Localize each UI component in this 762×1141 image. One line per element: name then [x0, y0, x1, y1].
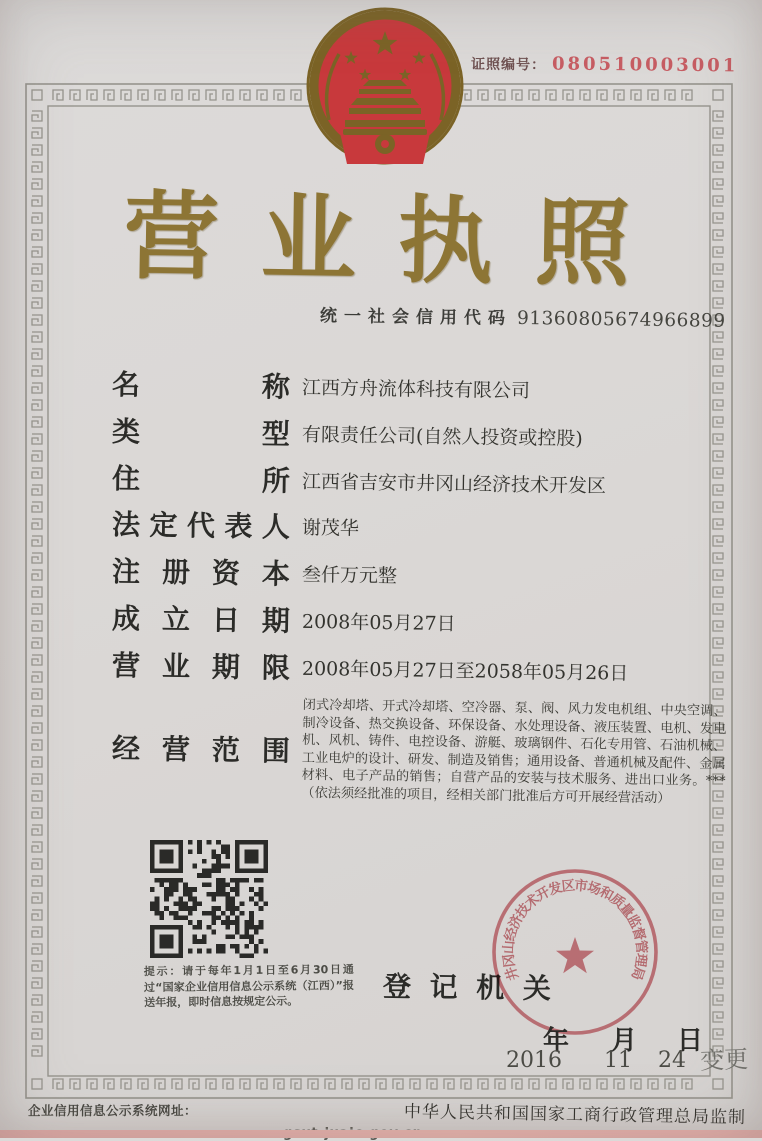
license-fields — [111, 360, 727, 806]
field-label: 住 所 — [111, 461, 291, 498]
registry-seal-icon — [455, 835, 705, 1065]
field-row-term — [112, 641, 727, 697]
credit-code-value: 91360805674966899 — [517, 307, 727, 332]
month-label: 月 — [611, 1026, 638, 1056]
field-label: 成 立 日 期 — [111, 602, 291, 639]
day-label: 日 — [677, 1026, 704, 1056]
field-label: 注 册 资 本 — [111, 555, 291, 592]
field-value: 叁仟万元整 — [301, 563, 398, 588]
registry-authority-label: 登 记 机 关 — [382, 969, 552, 1006]
field-value: 江西省吉安市井冈山经济技术开发区 — [301, 470, 607, 497]
seal-text: 井冈山经济技术开发区市场和质量监督管理局 — [500, 877, 650, 983]
change-annotation: 变更 — [699, 1045, 749, 1075]
field-value: 江西方舟流体科技有限公司 — [301, 376, 531, 403]
field-value: 谢茂华 — [301, 517, 360, 540]
license-title: 营业执照 — [123, 181, 673, 301]
national-emblem-icon — [295, 2, 475, 172]
field-value: 闭式冷却塔、开式冷却塔、空冷器、泵、阀、风力发电机组、中央空调、制冷设备、热交换设备、环保设备、水处理设备、液压装置、电机、发电机、风机、铸件、电控设备、游艇、玻璃钢件、石化专用管、石油机械、工业电炉的设计、研发、制造及销售；通用设备、普通机械及配件、金属材料、电子产品的销售；自营产品的安装与技术服务、进出口业务。***（依法须经批准的项目，经相关部门批准后方可开展经营活动） — [301, 697, 727, 806]
field-label: 类 型 — [111, 415, 291, 451]
field-row-type — [112, 407, 727, 463]
field-label: 名 称 — [111, 368, 291, 405]
field-label: 经 营 范 围 — [111, 731, 291, 767]
credit-code-label: 统一社会信用代码 — [320, 306, 513, 329]
photo-number-line — [471, 53, 739, 77]
year-value: 2016 — [506, 1048, 562, 1073]
field-row-scope — [111, 694, 726, 809]
field-label: 法 定 代 表 人 — [111, 508, 291, 545]
field-value: 2008年05月27日至2058年05月26日 — [301, 657, 629, 685]
publicity-site-label: 企业信用信息公示系统网址： — [28, 1103, 198, 1118]
photo-number-value: 080510003001 — [551, 53, 739, 77]
field-value: 有限责任公司(自然人投资或控股) — [301, 423, 583, 450]
field-value: 2008年05月27日 — [301, 610, 456, 635]
day-value: 24 — [658, 1048, 686, 1073]
photo-edge-strip — [0, 1130, 762, 1138]
seal-star — [556, 937, 594, 973]
issuer-line: 中华人民共和国国家工商行政管理总局监制 — [403, 1102, 747, 1128]
field-label: 营 业 期 限 — [111, 649, 291, 685]
month-value: 11 — [604, 1048, 632, 1073]
qr-code-icon — [150, 840, 268, 958]
annual-report-notice: 提示：请于每年1月1日至6月30日通过“国家企业信用信息公示系统（江西）”报送年报，即时信息按规定公示。 — [143, 962, 355, 1010]
year-label: 年 — [543, 1026, 570, 1056]
photo-number-label: 证照编号： — [470, 56, 546, 74]
